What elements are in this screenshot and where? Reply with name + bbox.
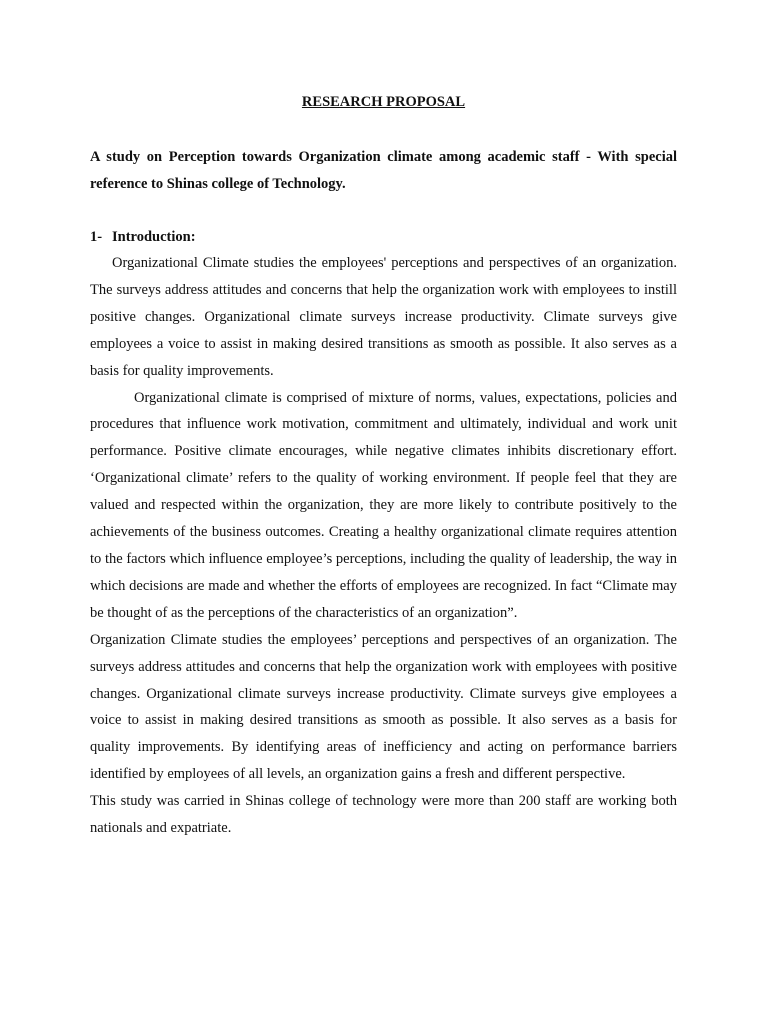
document-page — [90, 0, 677, 1024]
section-title: Introduction: — [112, 229, 196, 245]
paragraph-3: Organization Climate studies the employees’ perceptions and perspectives of an organization. The surveys address attitudes and concerns that help the organization work with employees with positive changes. Organizational climate surveys increase productivity. Climate surveys give employees a voice to assist in making desired transitions as smooth as possible. It also serves as a basis for quality improvements. By identifying areas of inefficiency and acting on performance barriers identified by employees of all levels, an organization gains a fresh and different perspective. — [90, 631, 677, 783]
document-title: RESEARCH PROPOSAL — [301, 94, 466, 110]
section-number: 1- — [90, 229, 103, 245]
paragraph-4: This study was carried in Shinas college of technology were more than 200 staff are working both nationals and expatriate. — [90, 793, 677, 837]
document-subtitle: A study on Perception towards Organization climate among academic staff - With special reference to Shinas college of Technology. — [90, 149, 677, 192]
paragraph-2: Organizational climate is comprised of mixture of norms, values, expectations, policies and procedures that influence work motivation, commitment and ultimately, individual and work unit performance. Positive climate encourages, while negative climates inhibits discretionary effort. ‘Organizational climate’ refers to the quality of working environment. If people feel that they are valued and respected within the organization, they are more likely to contribute positively to the achievements of the business outcomes. Creating a healthy organizational climate requires attention to the factors which influence employee’s perceptions, including the quality of leadership, the way in which decisions are made and whether the efforts of employees are recognized. In fact “Climate may be thought of as the perceptions of the characteristics of an organization”. — [90, 389, 677, 621]
paragraph-1: Organizational Climate studies the employees' perceptions and perspectives of an organization. The surveys address attitudes and concerns that help the organization work with employees to instill positive changes. Organizational climate surveys increase productivity. Climate surveys give employees a voice to assist in making desired transitions as smooth as possible. It also serves as a basis for quality improvements. — [90, 255, 677, 379]
section-heading — [90, 226, 196, 248]
document-body — [90, 250, 677, 842]
